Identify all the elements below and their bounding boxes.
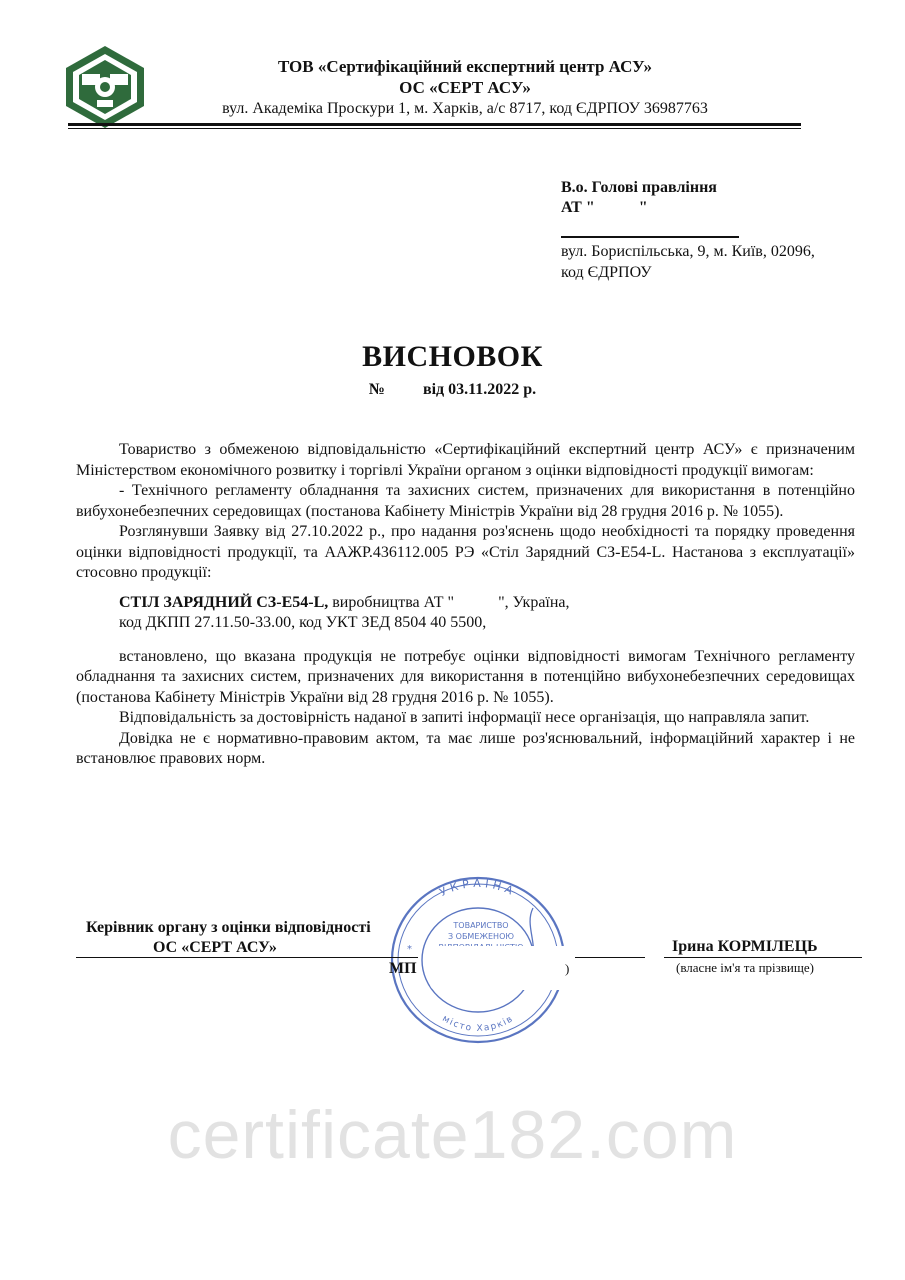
paragraph-responsibility: Відповідальність за достовірність наданої в запиті інформації несе організація, що направляла запит. (119, 709, 810, 726)
paragraph-conclusion: встановлено, що вказана продукція не потребує оцінки відповідності вимогам Технічного регламенту обладнання та захисних систем, призначених для використання в потенційно вибухонебезпечних середовищах (постанова Кабінету Міністрів України від 28 грудня 2016 р. № 1055). (76, 647, 855, 706)
document-body (76, 440, 855, 770)
document-title: ВИСНОВОК (362, 340, 543, 373)
seal-country: УКРАЇНА (437, 876, 519, 900)
addressee-address-block (561, 241, 815, 283)
org-body: ОС «СЕРТ АСУ» (399, 78, 531, 97)
signatory-org: ОС «СЕРТ АСУ» (153, 939, 277, 956)
paragraph-regulation: - Технічного регламенту обладнання та захисних систем, призначених для використання в потенційно вибухонебезпечних середовищах (постанова Кабінету Міністрів України від 28 грудня 2016 р. № 1055). (76, 482, 855, 520)
product-line (76, 593, 855, 614)
signatory-name: Ірина КОРМІЛЕЦЬ (672, 938, 818, 955)
watermark: certificate182.com (167, 1097, 738, 1173)
document-date: від 03.11.2022 р. (422, 381, 537, 398)
header-divider-thin (68, 128, 801, 129)
org-name: ТОВ «Сертифікаційний експертний центр АСУ» (277, 57, 653, 76)
addressee-position: В.о. Голові правління (561, 179, 717, 196)
paragraph-disclaimer: Довідка не є нормативно-правовим актом, та має лише роз'яснювальний, інформаційний характер і не встановлює правових норм. (76, 729, 855, 767)
svg-text:місто Харків (440, 1014, 515, 1034)
addressee-underline (561, 236, 739, 238)
stamp-mark: МП (389, 960, 417, 977)
org-address: вул. Академіка Проскури 1, м. Харків, а/с 8717, код ЄДРПОУ 36987763 (222, 100, 708, 117)
header-divider (68, 123, 801, 126)
document-number-line (0, 381, 905, 399)
signature-line-left (76, 957, 418, 958)
seal-line-2: З ОБМЕЖЕНОЮ (447, 932, 515, 941)
signature-line-right (664, 957, 862, 958)
product-maker: виробництва АТ " ", Україна, (328, 593, 570, 611)
addressee-code: код ЄДРПОУ (561, 264, 652, 281)
product-name: СТІЛ ЗАРЯДНИЙ СЗ-Е54-L, (119, 593, 329, 611)
signatory-title: Керівник органу з оцінки відповідності (86, 919, 371, 936)
svg-text:УКРАЇНА (437, 877, 518, 899)
paragraph-intro: Товариство з обмеженою відповідальністю «Сертифікаційний експертний центр АСУ» є призначеним Міністерством економічного розвитку і торгівлі України органом з оцінки відповідності продукції вимогам: (76, 441, 855, 479)
signature-caption-fragment: ) (565, 961, 570, 976)
seal-line-1: ТОВАРИСТВО (453, 921, 509, 930)
seal-city: місто Харків (440, 1013, 516, 1034)
signatory-name-caption: (власне ім'я та прізвище) (676, 960, 814, 975)
addressee-company: АТ " " (561, 199, 648, 216)
shield-emblem-icon (62, 44, 148, 130)
product-codes: код ДКПП 27.11.50-33.00, код УКТ ЗЕД 8504 40 5500, (119, 614, 487, 631)
letterhead (160, 56, 770, 119)
addressee-address: вул. Бориспільська, 9, м. Київ, 02096, (561, 243, 815, 260)
redaction-patch (430, 946, 575, 990)
addressee-block (561, 178, 717, 218)
svg-text:*: * (407, 944, 412, 955)
paragraph-request: Розглянувши Заявку від 27.10.2022 р., про надання роз'яснень щодо необхідності та порядку проведення оцінки відповідності продукції, та ААЖР.436112.005 РЭ «Стіл Зарядний СЗ-Е54-L. Настанова з експлуатації» стосовно продукції: (76, 523, 855, 581)
number-sign: № (368, 381, 385, 398)
